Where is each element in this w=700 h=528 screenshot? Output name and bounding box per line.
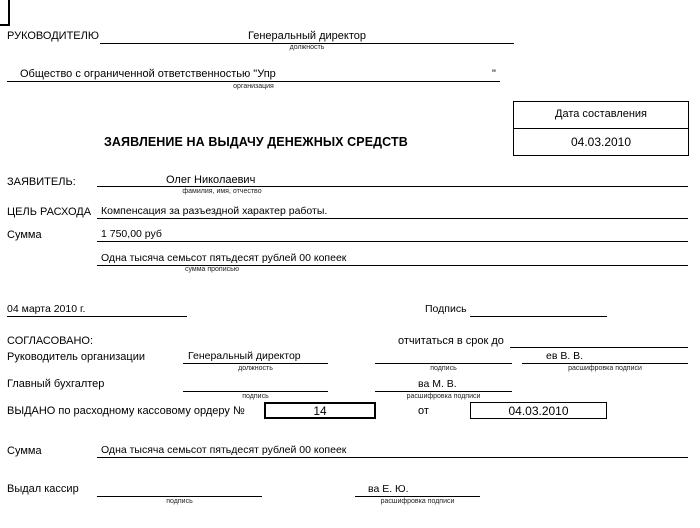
accountant-label: Главный бухгалтер: [7, 378, 105, 390]
cashier-signature-line: [97, 496, 262, 497]
sign-date: 04 марта 2010 г.: [7, 303, 86, 315]
issued-from-label: от: [418, 405, 429, 417]
signature-line: [470, 316, 607, 317]
final-amount-words: Одна тысяча семьсот пятьдесят рублей 00 копеек: [101, 444, 347, 456]
cashier-name-line: [355, 496, 480, 497]
sign-date-line: [7, 316, 187, 317]
amount-words-caption: сумма прописью: [184, 266, 240, 273]
final-amount-line: [97, 457, 688, 458]
applicant-caption: фамилия, имя, отчество: [182, 188, 262, 195]
amount-value: 1 750,00 руб: [101, 228, 162, 240]
corner-frame: [0, 0, 10, 26]
head-signature-caption: подпись: [430, 365, 457, 372]
organization-caption: организация: [233, 83, 274, 90]
manager-position: Генеральный директор: [248, 30, 366, 42]
amount-words: Одна тысяча семьсот пятьдесят рублей 00 копеек: [101, 252, 347, 264]
head-position: Генеральный директор: [188, 350, 301, 362]
head-name: ев В. В.: [546, 350, 584, 362]
date-label: Дата составления: [555, 108, 647, 120]
report-deadline-label: отчитаться в срок до: [398, 335, 504, 347]
accountant-name: ва М. В.: [418, 378, 457, 390]
applicant-label: ЗАЯВИТЕЛЬ:: [7, 176, 76, 188]
issued-label: ВЫДАНО по расходному кассовому ордеру №: [7, 405, 245, 417]
accountant-name-caption: расшифровка подписи: [406, 393, 481, 400]
organization-name: Общество с ограниченной ответственностью "Упр: [20, 68, 276, 80]
purpose-label: ЦЕЛЬ РАСХОДА: [7, 206, 92, 218]
cashier-label: Выдал кассир: [7, 483, 79, 495]
head-name-caption: расшифровка подписи: [568, 365, 642, 372]
accountant-name-line: [375, 391, 512, 392]
cashier-name-caption: расшифровка подписи: [380, 498, 455, 505]
applicant-line: [97, 186, 688, 187]
final-amount-label: Сумма: [7, 445, 42, 457]
accountant-signature-caption: подпись: [242, 393, 269, 400]
order-number: 14: [313, 404, 327, 418]
signature-label: Подпись: [425, 303, 467, 315]
organization-line: [7, 81, 500, 82]
cashier-signature-caption: подпись: [166, 498, 193, 505]
date-box-divider: [514, 128, 688, 129]
purpose-value: Компенсация за разъездной характер работы.: [101, 205, 328, 217]
head-name-line: [522, 363, 688, 364]
cashier-name: ва Е. Ю.: [368, 483, 409, 495]
agreed-label: СОГЛАСОВАНО:: [7, 335, 94, 347]
organization-tail: ": [492, 68, 496, 80]
position-caption: должность: [289, 44, 325, 51]
applicant-name: Олег Николаевич: [166, 174, 256, 186]
amount-line: [97, 241, 688, 242]
manager-label: РУКОВОДИТЕЛЮ: [7, 30, 99, 42]
head-position-caption: должность: [238, 365, 273, 372]
document-title: ЗАЯВЛЕНИЕ НА ВЫДАЧУ ДЕНЕЖНЫХ СРЕДСТВ: [104, 135, 408, 149]
head-signature-line: [375, 363, 512, 364]
amount-label: Сумма: [7, 229, 42, 241]
date-value: 04.03.2010: [570, 135, 632, 149]
report-deadline-line: [510, 347, 688, 348]
head-label: Руководитель организации: [7, 351, 146, 363]
accountant-signature-line: [183, 391, 328, 392]
order-date: 04.03.2010: [508, 404, 569, 418]
purpose-line: [97, 218, 688, 219]
head-position-line: [183, 363, 328, 364]
